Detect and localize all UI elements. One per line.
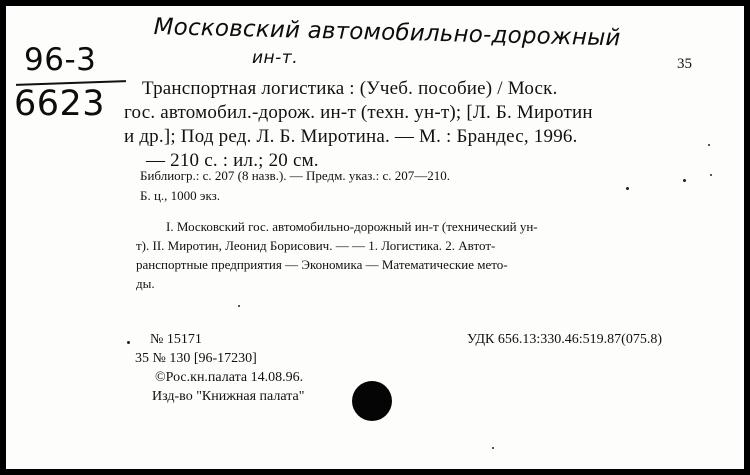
description-line-1: Транспортная логистика : (Учеб. пособие) / Моск.	[142, 78, 558, 99]
card-number: 35	[677, 56, 692, 72]
tracing-line-3: ранспортные предприятия — Экономика — Математические мето-	[136, 257, 508, 272]
description-line-4: — 210 с. : ил.; 20 см.	[146, 150, 319, 171]
scan-speck	[710, 174, 712, 176]
scan-speck	[683, 179, 686, 182]
handwritten-heading: Московский автомобильно-дорожный	[153, 14, 621, 52]
publisher-line: Изд-во "Книжная палата"	[152, 389, 305, 404]
registration-number: № 15171	[150, 332, 202, 347]
tracing-line-1: I. Московский гос. автомобильно-дорожный ин-т (технический ун-	[166, 219, 538, 234]
price-note: Б. ц., 1000 экз.	[140, 188, 221, 203]
handwritten-heading-continuation: ин-т.	[252, 48, 299, 68]
shelf-mark-bottom: 6623	[14, 84, 106, 124]
scan-speck	[492, 447, 494, 449]
scan-speck	[626, 187, 629, 190]
tracing-line-2: т). II. Миротин, Леонид Борисович. — — 1. Логистика. 2. Автот-	[136, 238, 496, 253]
punch-hole	[352, 381, 392, 421]
bibliography-note: Библиогр.: с. 207 (8 назв.). — Предм. указ.: с. 207—210.	[140, 168, 451, 183]
description-line-2: гос. автомобил.-дорож. ин-т (техн. ун-т); [Л. Б. Миротин	[124, 102, 593, 123]
udk-code: УДК 656.13:330.46:519.87(075.8)	[467, 332, 662, 347]
tracing-line-4: ды.	[136, 276, 155, 291]
scan-speck	[127, 341, 130, 344]
scan-speck	[238, 305, 240, 307]
scan-speck	[708, 144, 710, 146]
shelf-mark-top: 96-3	[24, 42, 97, 78]
book-chamber-line: ©Рос.кн.палата 14.08.96.	[155, 370, 304, 385]
description-line-3: и др.]; Под ред. Л. Б. Миротина. — М. : Брандес, 1996.	[124, 126, 578, 147]
order-number: 35 № 130 [96-17230]	[135, 351, 257, 366]
catalog-card	[6, 6, 744, 469]
